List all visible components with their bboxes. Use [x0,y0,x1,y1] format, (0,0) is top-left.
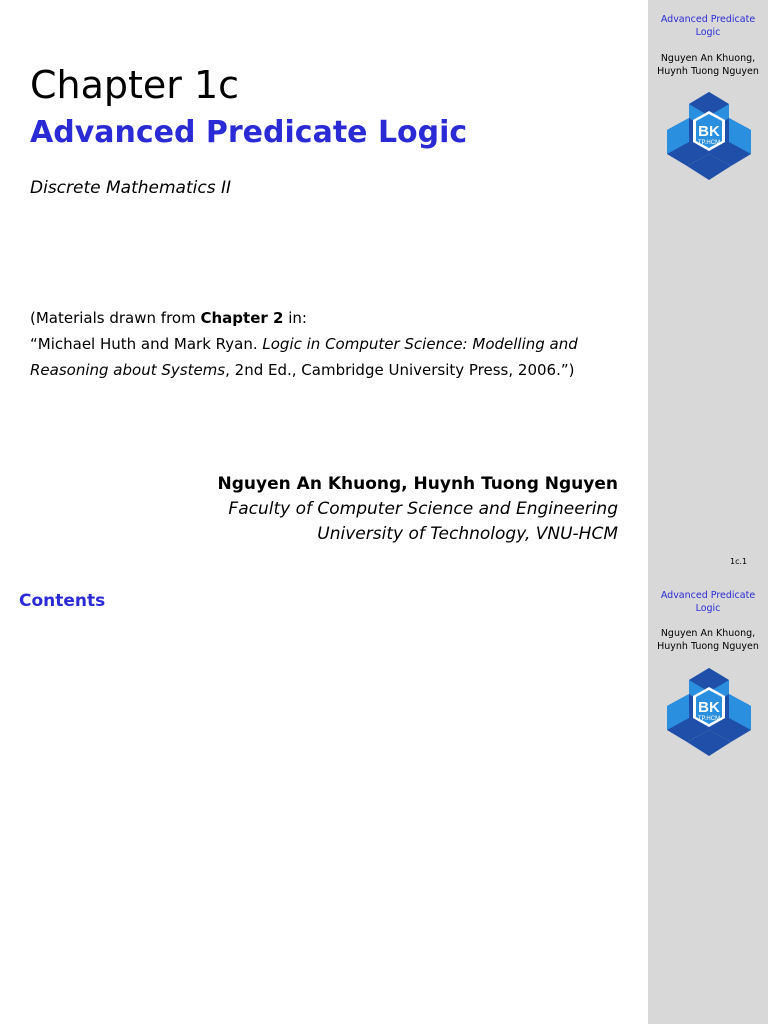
course-name: Discrete Mathematics II [30,178,231,198]
sidebar-title-link[interactable] [648,13,768,39]
sidebar-authors [648,627,768,653]
materials-line-3 [30,357,630,383]
contents-heading: Contents [19,591,106,611]
materials-text: (Materials drawn from [30,309,201,327]
materials-line-1 [30,305,630,331]
sidebar-title-link[interactable] [648,589,768,615]
materials-text: in: [283,309,307,327]
author-names: Nguyen An Khuong, Huynh Tuong Nguyen [217,474,618,494]
materials-note [30,305,630,383]
slide-subtitle: Advanced Predicate Logic [30,115,468,150]
materials-line-2 [30,331,630,357]
materials-text: , 2nd Ed., Cambridge University Press, 2006.”) [225,361,575,379]
sidebar-title-line: Advanced Predicate [660,14,756,25]
sidebar-author-line: Huynh Tuong Nguyen [657,641,759,652]
author-block [218,472,618,547]
sidebar-author-line: Nguyen An Khuong, [660,628,756,639]
sidebar-title-line: Logic [695,27,721,38]
sidebar-title-line: Advanced Predicate [660,590,756,601]
sidebar-title-line: Logic [695,603,721,614]
book-title: Reasoning about Systems [30,361,226,379]
chapter-title: Chapter 1c [30,63,240,107]
sidebar-author-line: Nguyen An Khuong, [660,53,756,64]
page-number: 1c.1 [730,557,748,566]
contents-slide [0,576,768,1024]
bk-logo [663,666,755,758]
sidebar [648,0,768,576]
logo-text-sub: TP.HCM [697,716,721,722]
sidebar-author-line: Huynh Tuong Nguyen [657,66,759,77]
logo-text-main: BK [698,699,720,716]
bk-logo [663,90,755,182]
materials-chapter-ref: Chapter 2 [200,309,284,327]
faculty-name: Faculty of Computer Science and Engineering [228,499,618,519]
sidebar-authors [648,52,768,78]
logo-text-main: BK [698,123,720,140]
university-name: University of Technology, VNU-HCM [317,524,618,544]
logo-text-sub: TP.HCM [697,140,721,146]
materials-text: “Michael Huth and Mark Ryan. [30,335,263,353]
book-title: Logic in Computer Science: Modelling and [262,335,578,353]
sidebar [648,576,768,1024]
